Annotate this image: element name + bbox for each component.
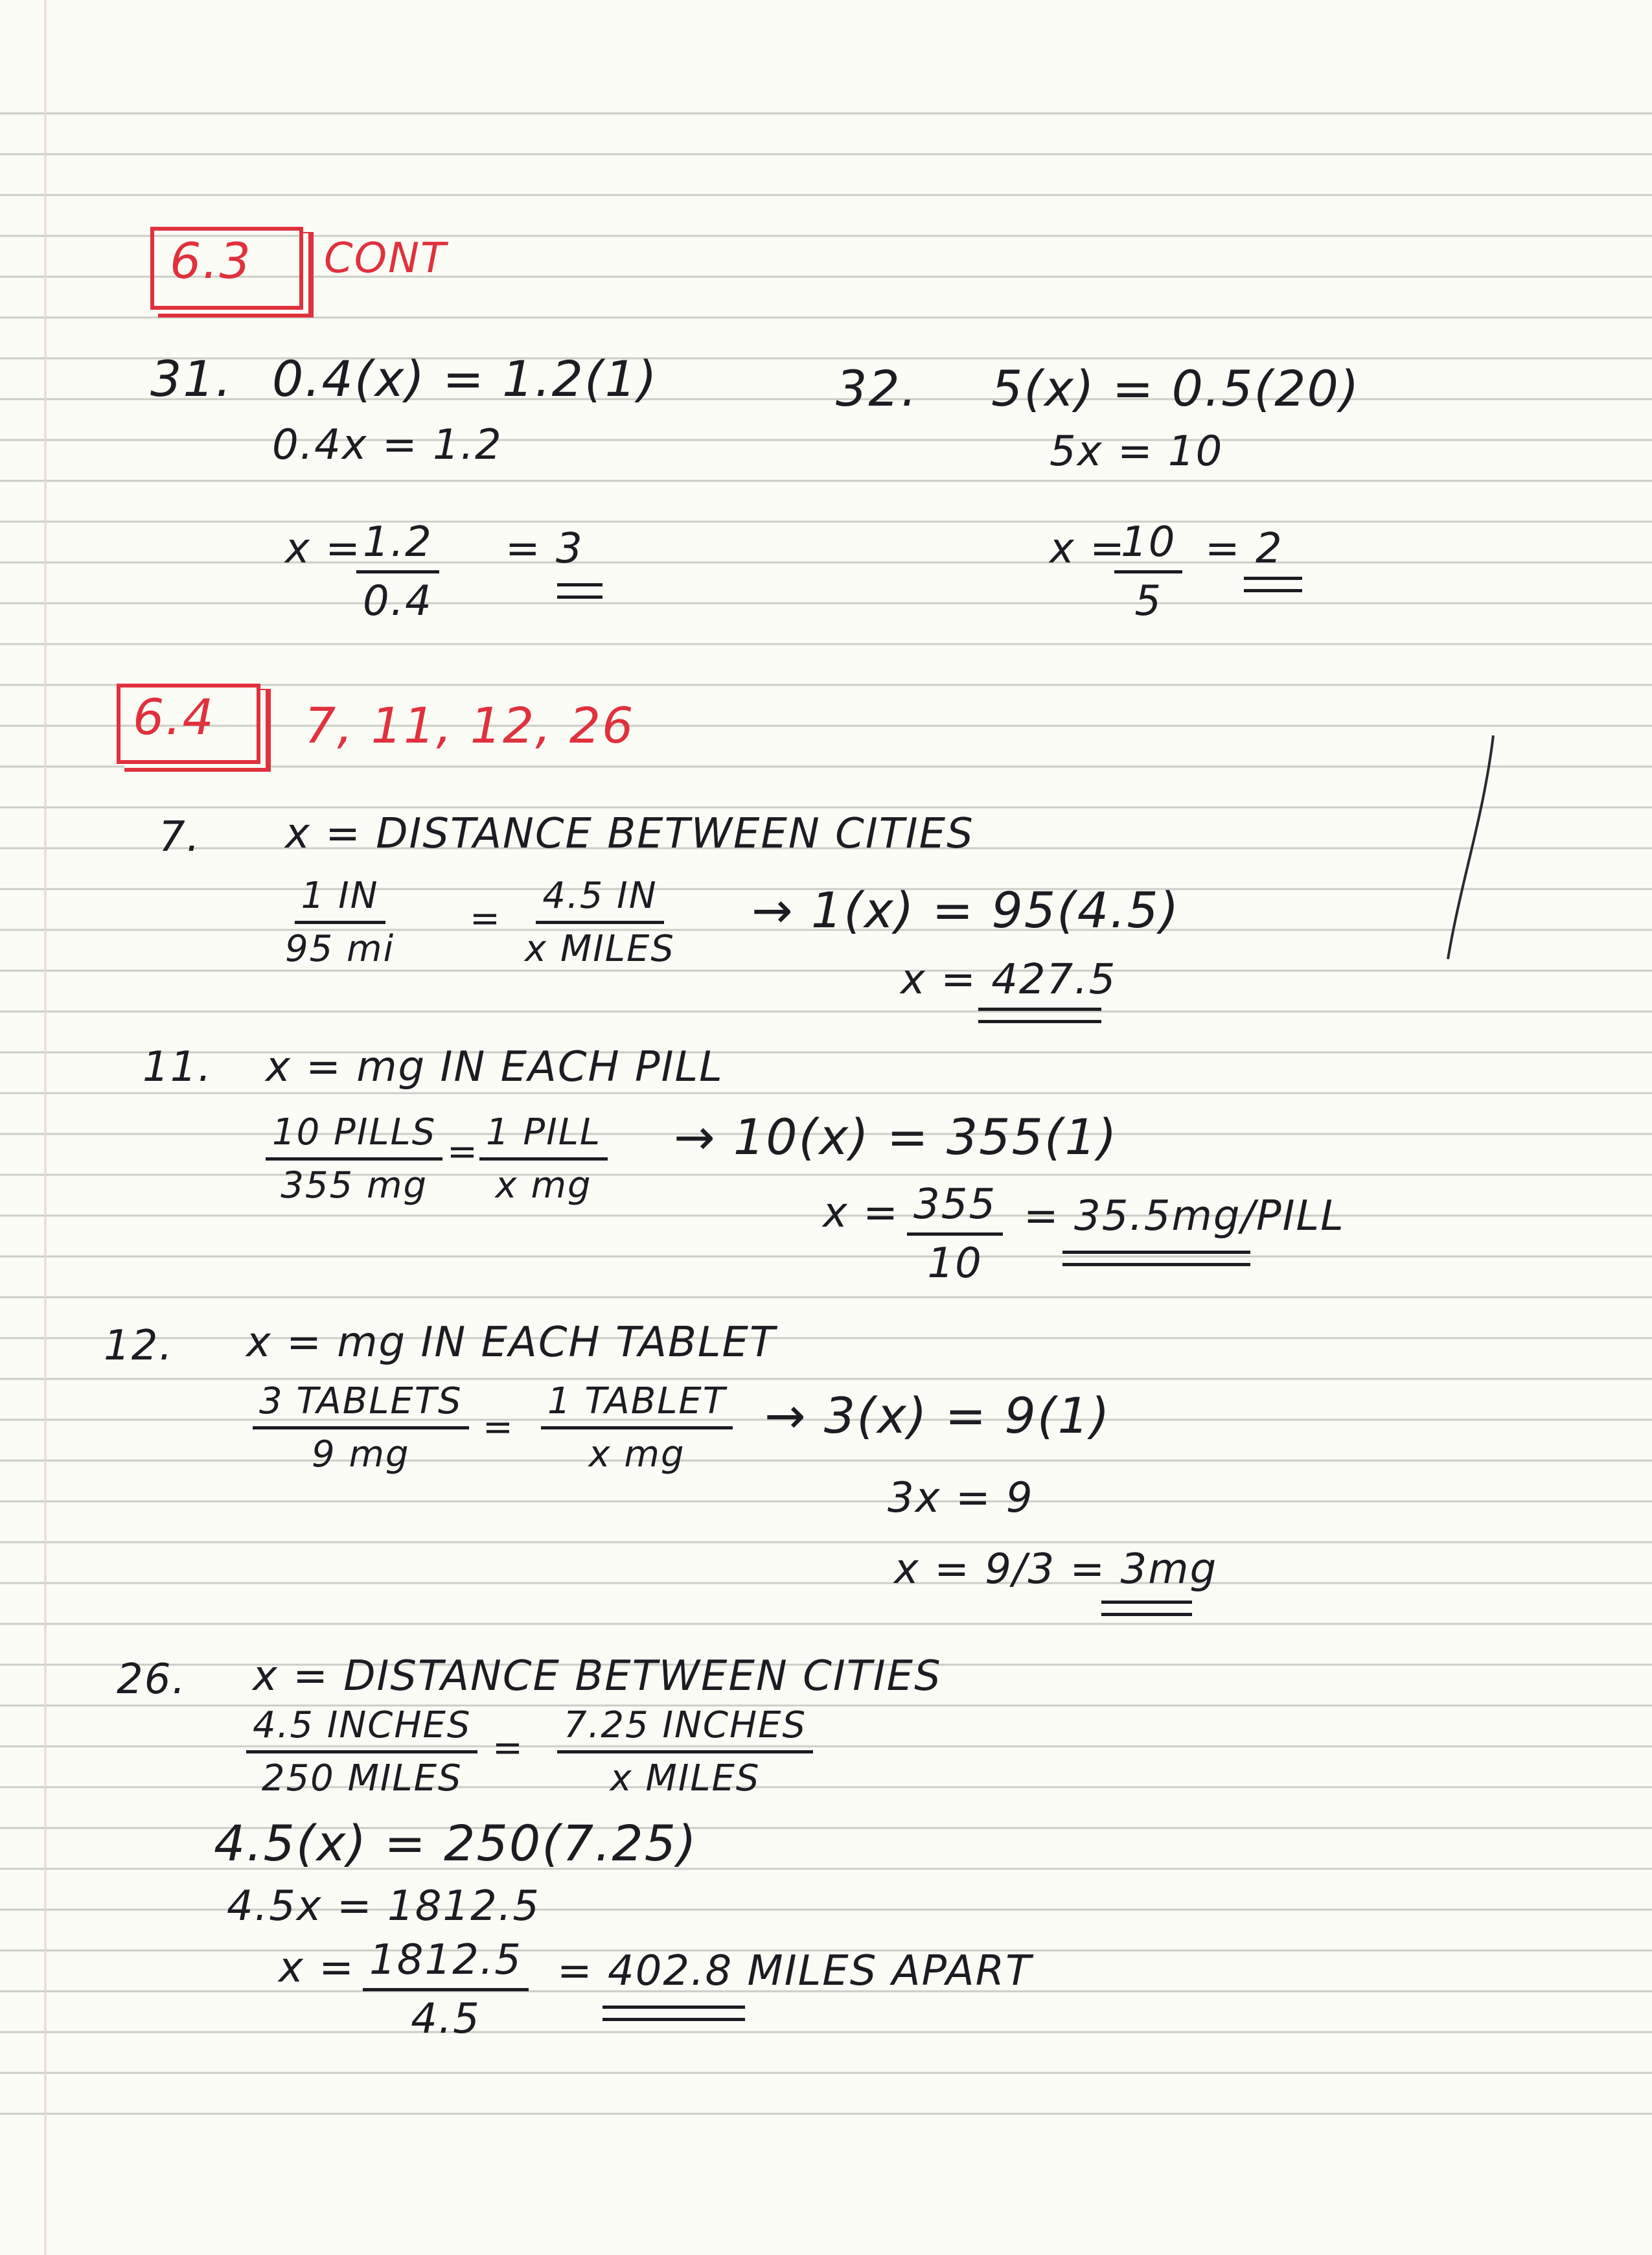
problem-11-answer: = 35.5mg/PILL <box>1024 1192 1345 1240</box>
problem-12-fraction-right-numerator: 1 TABLET <box>541 1380 733 1429</box>
problem-32-line-1: 5(x) = 0.5(20) <box>991 360 1360 417</box>
problem-26-line-1: 4.5(x) = 250(7.25) <box>214 1814 698 1872</box>
problem-26-definition: x = DISTANCE BETWEEN CITIES <box>253 1652 942 1700</box>
problem-26-line-2: 4.5x = 1812.5 <box>227 1882 540 1930</box>
problem-7-equals: = <box>470 897 501 940</box>
problem-26-fraction-right-numerator: 7.25 INCHES <box>557 1704 813 1753</box>
problem-11-lhs: x = <box>823 1189 899 1237</box>
problem-31-fraction <box>356 518 439 625</box>
problem-31-line-1: 0.4(x) = 1.2(1) <box>272 350 658 408</box>
problem-26-fraction-numerator: 1812.5 <box>363 1936 529 1991</box>
section-cont-label: CONT <box>324 235 448 283</box>
problem-11-fraction-right-denominator: x mg <box>495 1164 592 1207</box>
problem-11-definition: x = mg IN EACH PILL <box>266 1043 724 1091</box>
section-label-6-4: 6.4 <box>133 688 215 746</box>
problem-32-number: 32. <box>836 360 918 417</box>
problem-26-answer: = 402.8 MILES APART <box>557 1947 1033 1995</box>
problem-32-line-2: 5x = 10 <box>1050 428 1224 476</box>
problem-11-cross-multiply: → 10(x) = 355(1) <box>674 1108 1118 1166</box>
problem-26-answer-underline <box>602 2006 745 2021</box>
problem-7-fraction-right-numerator: 4.5 IN <box>536 875 663 924</box>
problem-7-fraction-left-denominator: 95 mi <box>285 928 395 970</box>
problem-7-fraction-right-denominator: x MILES <box>525 928 675 970</box>
problem-26-fraction-left-denominator: 250 MILES <box>261 1757 463 1799</box>
problem-7-definition: x = DISTANCE BETWEEN CITIES <box>285 810 974 858</box>
problem-32-lhs: x = <box>1050 525 1126 573</box>
problem-12-fraction-left <box>253 1380 469 1475</box>
problem-11-number: 11. <box>143 1043 212 1091</box>
problem-26-fraction <box>363 1936 529 2043</box>
section-problem-list: 7, 11, 12, 26 <box>304 697 635 754</box>
problem-7-fraction-left <box>279 875 401 970</box>
problem-11-fraction <box>907 1181 1003 1288</box>
problem-12-fraction-left-denominator: 9 mg <box>312 1433 410 1475</box>
problem-26-fraction-denominator: 4.5 <box>411 1995 481 2043</box>
problem-7-fraction-right <box>518 875 682 970</box>
problem-12-cross-multiply: → 3(x) = 9(1) <box>764 1387 1111 1444</box>
section-label-6-3: 6.3 <box>170 232 252 290</box>
problem-12-answer: x = 9/3 = 3mg <box>894 1545 1218 1593</box>
problem-32-answer-underline <box>1244 577 1302 592</box>
problem-26-fraction-left-numerator: 4.5 INCHES <box>246 1704 477 1753</box>
problem-12-line-2: 3x = 9 <box>888 1474 1034 1522</box>
problem-11-equals: = <box>447 1131 479 1173</box>
problem-26-lhs: x = <box>279 1944 355 1992</box>
problem-12-equals: = <box>483 1406 514 1448</box>
problem-11-answer-underline <box>1062 1251 1250 1266</box>
problem-7-number: 7. <box>159 813 201 861</box>
problem-26-fraction-left <box>246 1704 477 1799</box>
problem-12-fraction-left-numerator: 3 TABLETS <box>253 1380 469 1429</box>
problem-11-fraction-denominator: 10 <box>927 1240 983 1288</box>
problem-32-fraction <box>1114 518 1182 625</box>
problem-32-fraction-numerator: 10 <box>1114 518 1182 573</box>
problem-31-number: 31. <box>150 350 233 408</box>
problem-11-fraction-left-numerator: 10 PILLS <box>266 1111 442 1161</box>
problem-7-answer-underline <box>978 1008 1101 1023</box>
problem-7-cross-multiply: → 1(x) = 95(4.5) <box>751 881 1180 939</box>
problem-12-number: 12. <box>104 1322 174 1370</box>
problem-31-fraction-denominator: 0.4 <box>363 577 433 625</box>
problem-12-answer-underline <box>1101 1601 1192 1616</box>
problem-12-fraction-right-denominator: x mg <box>588 1433 685 1475</box>
problem-26-fraction-right <box>557 1704 813 1799</box>
problem-12-fraction-right <box>541 1380 733 1475</box>
problem-11-fraction-right <box>479 1111 608 1207</box>
problem-11-fraction-left-denominator: 355 mg <box>281 1164 428 1207</box>
problem-31-fraction-numerator: 1.2 <box>356 518 439 573</box>
problem-7-answer: x = 427.5 <box>901 956 1117 1004</box>
problem-31-answer-underline <box>557 583 602 599</box>
problem-31-line-2: 0.4x = 1.2 <box>272 421 503 469</box>
problem-26-fraction-right-denominator: x MILES <box>610 1757 761 1799</box>
problem-12-definition: x = mg IN EACH TABLET <box>246 1319 777 1367</box>
problem-31-result: = 3 <box>505 525 584 573</box>
problem-11-fraction-right-numerator: 1 PILL <box>479 1111 608 1161</box>
problem-26-equals: = <box>492 1727 524 1769</box>
problem-31-lhs: x = <box>285 525 361 573</box>
problem-7-fraction-left-numerator: 1 IN <box>295 875 385 924</box>
problem-32-fraction-denominator: 5 <box>1134 577 1163 625</box>
problem-32-result: = 2 <box>1205 525 1283 573</box>
problem-11-fraction-numerator: 355 <box>907 1181 1003 1236</box>
problem-11-fraction-left <box>266 1111 442 1207</box>
problem-26-number: 26. <box>117 1656 187 1704</box>
